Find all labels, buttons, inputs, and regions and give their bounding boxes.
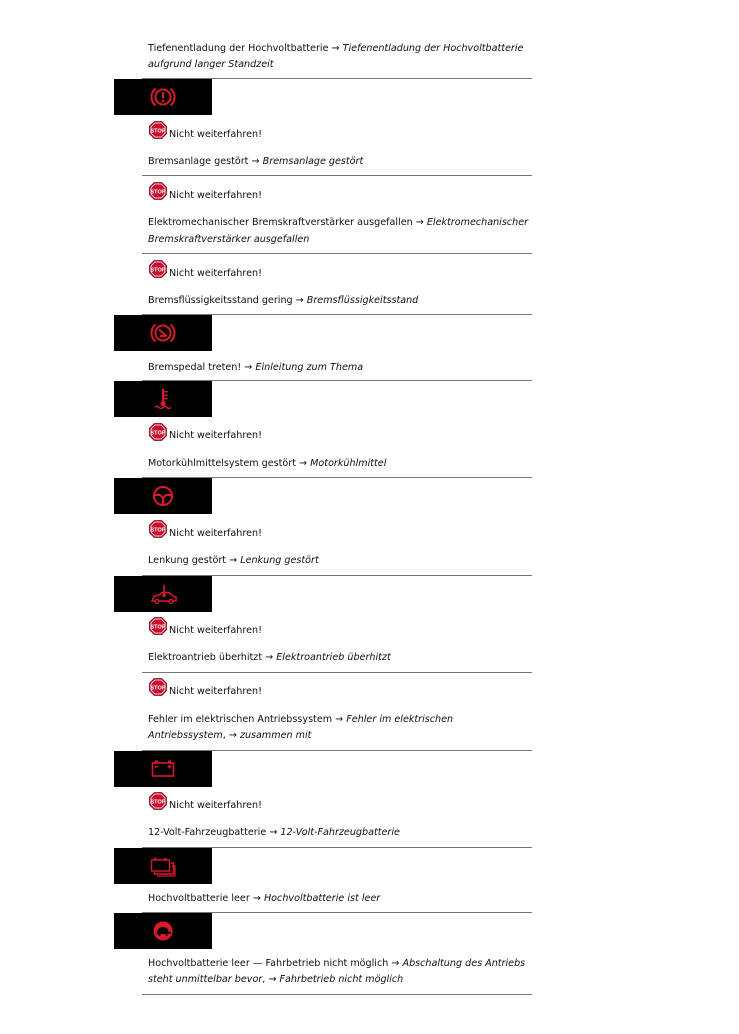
stop-icon: [149, 792, 167, 810]
reference-link[interactable]: Hochvoltbatterie ist leer: [263, 893, 381, 904]
stop-warning-text: Nicht weiterfahren!: [169, 268, 262, 279]
warning-lamp-badge: [114, 79, 212, 115]
arrow-right-icon: →: [228, 730, 237, 741]
stop-warning-text: Nicht weiterfahren!: [169, 129, 262, 140]
reference-link[interactable]: Motorkühlmittel: [310, 458, 387, 469]
entry-text: Hochvoltbatterie leer → Hochvoltbatterie ist leer: [148, 893, 381, 904]
svg-text:STOP: STOP: [150, 527, 166, 534]
reference-link[interactable]: Bremsflüssigkeitsstand: [306, 295, 419, 306]
svg-text:STOP: STOP: [150, 624, 166, 631]
reference-link-continued[interactable]: steht unmittelbar bevor: [148, 974, 263, 985]
arrow-right-icon: →: [335, 714, 344, 725]
brake-warning-icon: [150, 85, 176, 109]
warning-lamp-badge: [114, 576, 212, 612]
stop-icon: [149, 678, 167, 696]
stop-warning-text: Nicht weiterfahren!: [169, 800, 262, 811]
turtle-icon: [150, 919, 176, 943]
divider: [142, 253, 532, 254]
arrow-right-icon: →: [299, 458, 308, 469]
stop-warning-text: Nicht weiterfahren!: [169, 430, 262, 441]
warning-lamp-badge: [114, 315, 212, 351]
divider: [142, 175, 532, 176]
stop-icon: [149, 260, 167, 278]
reference-link[interactable]: Tiefenentladung der Hochvoltbatterie: [342, 43, 524, 54]
reference-link[interactable]: 12-Volt-Fahrzeugbatterie: [280, 827, 400, 838]
stop-icon: [149, 520, 167, 538]
divider: [142, 672, 532, 673]
reference-link-continued[interactable]: Antriebssystem: [148, 730, 223, 741]
reference-link-continued[interactable]: aufgrund langer Standzeit: [148, 59, 274, 70]
reference-link[interactable]: Bremsanlage gestört: [262, 156, 364, 167]
svg-text:STOP: STOP: [150, 189, 166, 196]
reference-link[interactable]: Abschaltung des Antriebs: [402, 958, 526, 969]
warning-lamp-badge: [114, 478, 212, 514]
high-voltage-battery-icon: [150, 854, 176, 878]
reference-link[interactable]: Einleitung zum Thema: [255, 362, 364, 373]
entry-text: Tiefenentladung der Hochvoltbatterie → Tiefenentladung der Hochvoltbatterie: [148, 43, 524, 54]
entry-text: Hochvoltbatterie leer — Fahrbetrieb nicht möglich → Abschaltung des Antriebs: [148, 958, 526, 969]
arrow-right-icon: →: [229, 555, 238, 566]
arrow-right-icon: →: [265, 652, 274, 663]
reference-link[interactable]: Fahrbetrieb nicht möglich: [279, 974, 404, 985]
brake-pedal-icon: [150, 321, 176, 345]
warning-lamp-badge: [114, 848, 212, 884]
arrow-right-icon: →: [295, 295, 304, 306]
reference-link[interactable]: Elektroantrieb überhitzt: [276, 652, 391, 663]
svg-text:STOP: STOP: [150, 799, 166, 806]
arrow-right-icon: →: [269, 827, 278, 838]
entry-text: Bremsflüssigkeitsstand gering → Bremsflüssigkeitsstand: [148, 295, 419, 306]
entry-text-continued: Antriebssystem, → zusammen mit: [148, 730, 312, 741]
reference-link[interactable]: zusammen mit: [239, 730, 312, 741]
reference-link[interactable]: Elektromechanischer: [426, 217, 529, 228]
stop-icon: [149, 423, 167, 441]
arrow-right-icon: →: [415, 217, 424, 228]
steering-wheel-icon: [150, 484, 176, 508]
warning-lamp-badge: [114, 751, 212, 787]
entry-text: Bremsanlage gestört → Bremsanlage gestört: [148, 156, 364, 167]
svg-text:STOP: STOP: [150, 128, 166, 135]
stop-warning-text: Nicht weiterfahren!: [169, 528, 262, 539]
entry-text: 12-Volt-Fahrzeugbatterie → 12-Volt-Fahrzeugbatterie: [148, 827, 400, 838]
stop-icon: [149, 617, 167, 635]
entry-text: Elektromechanischer Bremskraftverstärker ausgefallen → Elektromechanischer: [148, 217, 529, 228]
svg-text:STOP: STOP: [150, 267, 166, 274]
stop-warning-text: Nicht weiterfahren!: [169, 625, 262, 636]
entry-text: Fehler im elektrischen Antriebssystem → Fehler im elektrischen: [148, 714, 454, 725]
stop-warning-text: Nicht weiterfahren!: [169, 686, 262, 697]
arrow-right-icon: →: [391, 958, 400, 969]
warning-lamp-badge: [114, 913, 212, 949]
entry-text-continued: [148, 232, 309, 248]
entry-text-continued: [148, 57, 274, 73]
electric-drive-temperature-icon: [150, 582, 178, 606]
reference-link[interactable]: Lenkung gestört: [240, 555, 319, 566]
entry-text: Bremspedal treten! → Einleitung zum Thema: [148, 362, 364, 373]
svg-text:STOP: STOP: [150, 685, 166, 692]
reference-link[interactable]: Fehler im elektrischen: [346, 714, 454, 725]
warning-lamp-badge: [114, 381, 212, 417]
divider: [142, 994, 532, 995]
svg-text:STOP: STOP: [150, 430, 166, 437]
entry-text-continued: steht unmittelbar bevor, → Fahrbetrieb nicht möglich: [148, 974, 404, 985]
arrow-right-icon: →: [251, 156, 260, 167]
entry-text: Lenkung gestört → Lenkung gestört: [148, 555, 319, 566]
stop-warning-text: Nicht weiterfahren!: [169, 190, 262, 201]
battery-icon: [150, 757, 176, 781]
entry-text: Motorkühlmittelsystem gestört → Motorkühlmittel: [148, 458, 387, 469]
reference-link-continued[interactable]: Bremskraftverstärker ausgefallen: [148, 234, 310, 245]
coolant-temperature-icon: [150, 387, 176, 411]
arrow-right-icon: →: [252, 893, 261, 904]
arrow-right-icon: →: [268, 974, 277, 985]
stop-icon: [149, 121, 167, 139]
arrow-right-icon: →: [331, 43, 340, 54]
stop-icon: [149, 182, 167, 200]
entry-text: Elektroantrieb überhitzt → Elektroantrieb überhitzt: [148, 652, 391, 663]
arrow-right-icon: →: [244, 362, 253, 373]
